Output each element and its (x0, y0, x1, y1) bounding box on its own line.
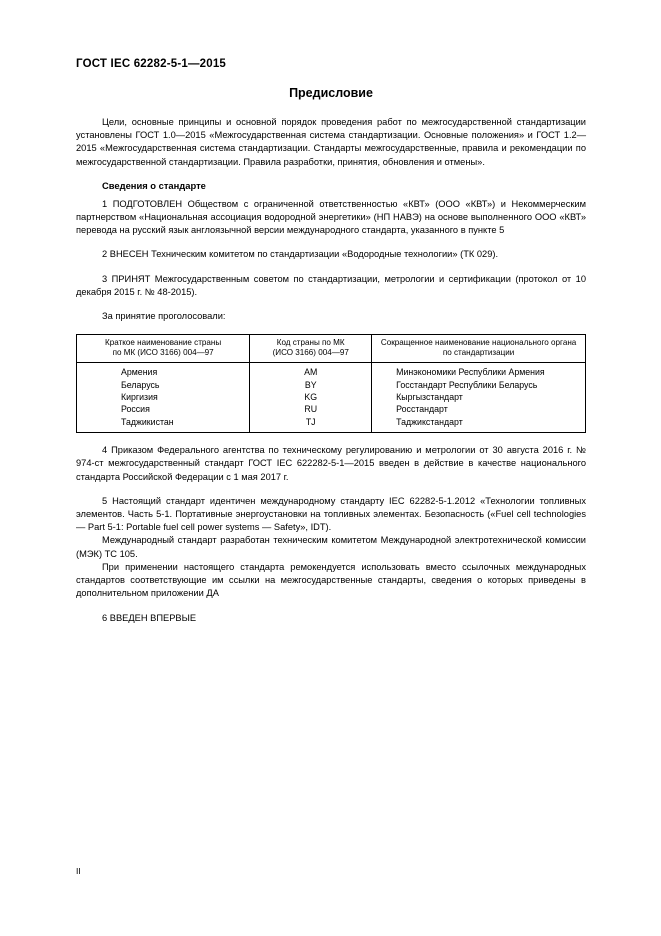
paragraph-item-1: 1 ПОДГОТОВЛЕН Обществом с ограниченной ответственностью «КВТ» (ООО «КВТ») и Некоммерческим партнерством «Национальная ассоциация водородной энергетики» (НП НАВЭ) на основе выполненного ООО «КВТ» перевода на русский язык англоязычной версии международного стандарта, указанного в пункте 5 (76, 198, 586, 236)
country-name: Армения (121, 367, 158, 378)
country-name: Россия (121, 404, 150, 415)
country-name: Киргизия (121, 392, 158, 403)
table-cell-orgs (372, 363, 586, 433)
paragraph-item-2: 2 ВНЕСЕН Техническим комитетом по стандартизации «Водородные технологии» (ТК 029). (102, 249, 499, 260)
org-name: Кыргызстандарт (396, 392, 463, 403)
country-name: Беларусь (121, 379, 160, 390)
document-content (76, 86, 586, 625)
paragraph-vote-intro: За принятие проголосовали: (102, 311, 226, 322)
table-header-country-line1: Краткое наименование страны (105, 338, 222, 348)
country-name: Таджикистан (121, 416, 174, 427)
paragraph-item-3: 3 ПРИНЯТ Межгосударственным советом по стандартизации, метрологии и сертификации (протокол от 10 декабря 2015 г. № 48-2015). (76, 273, 586, 297)
org-name: Госстандарт Республики Беларусь (396, 379, 538, 390)
section-heading-standard-info: Сведения о стандарте (102, 179, 206, 191)
org-name: Минэкономики Республики Армения (396, 367, 545, 378)
page-title: Предисловие (289, 86, 373, 100)
paragraph-item-4: 4 Приказом Федерального агентства по техническому регулированию и метрологии от 30 августа 2016 г. № 974-ст межгосударственный стандарт ГОСТ IEC 622282-5-1—2015 введен в действие в качестве национального стандарта Российской Федерации с 1 мая 2017 г. (76, 445, 586, 482)
org-name: Росстандарт (396, 404, 448, 415)
org-name: Таджикстандарт (396, 416, 463, 427)
table-cell-countries (77, 363, 250, 433)
document-header: ГОСТ IEC 62282-5-1—2015 (76, 58, 227, 70)
country-code: BY (304, 379, 317, 390)
table-header-country (77, 335, 250, 363)
country-code: TJ (305, 416, 316, 427)
page-number: II (76, 866, 81, 876)
country-code: AM (304, 367, 318, 378)
table-header-country-line2: по МК (ИСО 3166) 004—97 (112, 348, 214, 358)
paragraph-item-6: 6 ВВЕДЕН ВПЕРВЫЕ (102, 612, 197, 623)
country-code: KG (304, 392, 318, 403)
vote-table (76, 334, 586, 433)
paragraph-item-5-note-2: При применении настоящего стандарта ремокендуется использовать вместо ссылочных международных стандартов соответствующие им ссылки на межгосударственные стандарты, сведения о которых приведены в дополнительном приложении ДА (76, 561, 586, 599)
table-header-row (77, 335, 586, 363)
paragraph-intro: Цели, основные принципы и основной порядок проведения работ по межгосударственной стандартизации установлены ГОСТ 1.0—2015 «Межгосударственная система стандартизации. Основные положения» и ГОСТ 1.2—2015 «Межгосударственная система стандартизации. Стандарты межгосударственные, правила и рекомендации по межгосударственной стандартизации. Правила разработки, принятия, обновления и отмены». (76, 117, 586, 167)
country-code: RU (304, 404, 318, 415)
table-header-code (250, 335, 372, 363)
table-row (77, 363, 586, 433)
paragraph-item-5-note-1: Международный стандарт разработан техническим комитетом Международной электротехнической комиссии (МЭК) ТС 105. (76, 535, 586, 559)
paragraph-item-5: 5 Настоящий стандарт идентичен международному стандарту IEC 62282-5-1.2012 «Технологии топливных элементов. Часть 5-1. Портативные энергоустановки на топливных элементах. Безопасность («Fuel cell technologies — Part 5-1: Portable fuel cell power systems — Safety», IDT). (76, 495, 586, 533)
table-header-org-line1: Сокращенное наименование национального органа (380, 338, 577, 348)
table-header-org-line2: по стандартизации (442, 348, 515, 358)
table-header-org (372, 335, 586, 363)
table-cell-codes (250, 363, 372, 433)
table-header-code-line2: (ИСО 3166) 004—97 (272, 348, 349, 358)
table-header-code-line1: Код страны по МК (276, 338, 345, 348)
